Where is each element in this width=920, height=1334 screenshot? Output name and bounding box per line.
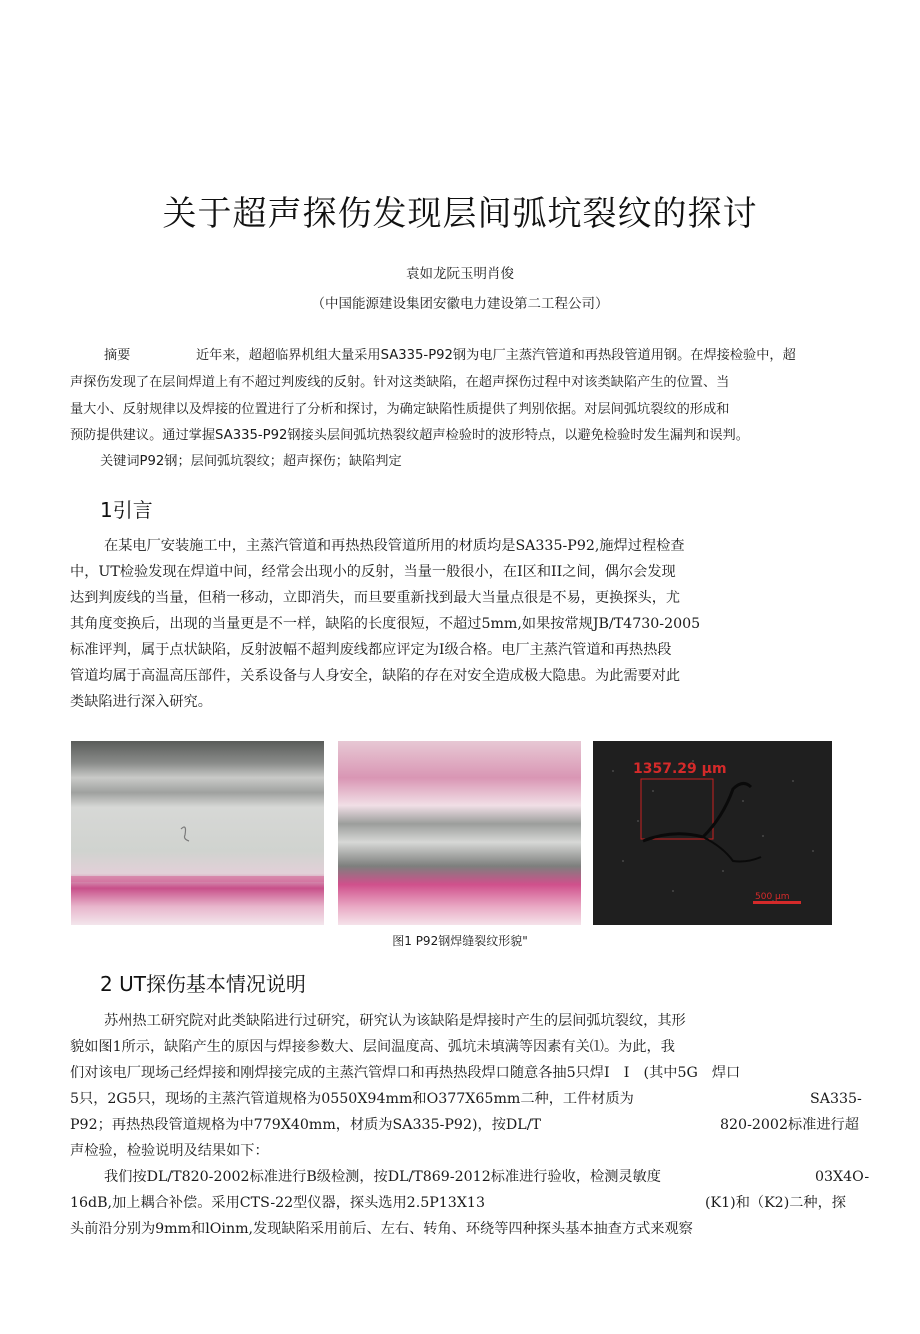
paragraph-line-right: (K1)和（K2)二种，探	[705, 1195, 846, 1211]
paragraph-line: 我们按DL/T820-2002标准进行B级检测，按DL/T869-2012标准进行验收，检测灵敏度	[104, 1169, 661, 1185]
section-heading: 2 UT探伤基本情况说明	[100, 972, 306, 996]
micrograph-scalebar-text: 500 µm	[755, 892, 790, 902]
abstract-line: 量大小、反射规律以及焊接的位置进行了分析和探讨，为确定缺陷性质提供了判别依据。对层间弧坑裂纹的形成和	[70, 402, 730, 417]
paragraph-line: 在某电厂安装施工中，主蒸汽管道和再热热段管道所用的材质均是SA335-P92,施焊过程检查	[104, 538, 685, 554]
paragraph-line: P92；再热热段管道规格为中779X40mm，材质为SA335-P92)，按DL/T	[70, 1117, 541, 1133]
section-heading: 1引言	[100, 498, 153, 522]
paragraph-line-right: SA335-	[810, 1091, 862, 1107]
crack-micrograph	[593, 741, 832, 925]
weld-photo-middle	[338, 741, 581, 925]
paragraph-line: 5只，2G5只，现场的主蒸汽管道规格为0550X94mm和O377X65mm二种，工件材质为	[70, 1091, 634, 1107]
abstract-label: 摘要	[104, 348, 131, 363]
paragraph-line-right: 03X4O-	[815, 1169, 870, 1185]
paragraph-line: 达到判废线的当量，但稍一移动，立即消失，而旦要重新找到最大当量点很是不易，更换探头，尤	[70, 590, 681, 606]
authors: 袁如龙阮玉明肖俊	[406, 266, 514, 282]
paragraph-line: 苏州热工研究院对此类缺陷进行过研究，研究认为该缺陷是焊接时产生的层间弧坑裂纹，其形	[104, 1013, 686, 1029]
abstract-line: 声探伤发现了在层间焊道上有不超过判废线的反射。针对这类缺陷，在超声探伤过程中对该类缺陷产生的位置、当	[70, 375, 730, 390]
paragraph-line: 其角度变换后，出现的当量更是不一样，缺陷的长度很短，不超过5mm,如果按常规JB/T4730-2005	[70, 616, 701, 632]
paragraph-line: 16dB,加上耦合补偿。采用CTS-22型仪器，探头选用2.5P13X13	[70, 1195, 485, 1211]
abstract-line: 预防提供建议。通过掌握SA335-P92钢接头层间弧坑热裂纹超声检验时的波形特点，以避免检验时发生漏判和误判。	[70, 428, 749, 443]
paragraph-line: 貌如图1所示，缺陷产生的原因与焊接参数大、层间温度高、弧坑未填满等因素有关⑴。为此，我	[70, 1039, 675, 1055]
paragraph-line-right: 820-2002标准进行超	[720, 1117, 859, 1133]
abstract-line: 近年来，超超临界机组大量采用SA335-P92钢为电厂主蒸汽管道和再热段管道用钢。在焊接检验中，超	[196, 348, 796, 363]
weld-photo-left	[71, 741, 324, 925]
paragraph-line: 声检验，检验说明及结果如下：	[70, 1143, 269, 1159]
paragraph-line: 标准评判，属于点状缺陷，反射波幅不超判废线都应评定为I级合格。电厂主蒸汽管道和再热热段	[70, 642, 672, 658]
paragraph-line: 们对该电厂现场己经焊接和刚焊接完成的主蒸汽管焊口和再热热段焊口随意各抽5只焊I I (其中5G 焊口	[70, 1065, 741, 1081]
paper-title: 关于超声探伤发现层间弧坑裂纹的探讨	[162, 194, 758, 234]
keywords: 关键词P92钢；层间弧坑裂纹；超声探伤；缺陷判定	[100, 454, 402, 469]
micrograph-scale-label: 1357.29 µm	[633, 761, 727, 777]
paragraph-line: 头前沿分别为9mm和lOinm,发现缺陷采用前后、左右、转角、环绕等四种探头基本抽查方式来观察	[70, 1221, 693, 1237]
figure-caption: 图1 P92钢焊缝裂纹形貌"	[392, 934, 528, 948]
affiliation: （中国能源建设集团安徽电力建设第二工程公司）	[311, 296, 609, 312]
paragraph-line: 类缺陷进行深入研究。	[70, 694, 212, 710]
paragraph-line: 管道均属于高温高压部件，关系设备与人身安全，缺陷的存在对安全造成极大隐患。为此需要对此	[70, 668, 681, 684]
paragraph-line: 中，UT检验发现在焊道中间，经常会出现小的反射，当量一般很小，在I区和II之间，偶尔会发现	[70, 564, 676, 580]
